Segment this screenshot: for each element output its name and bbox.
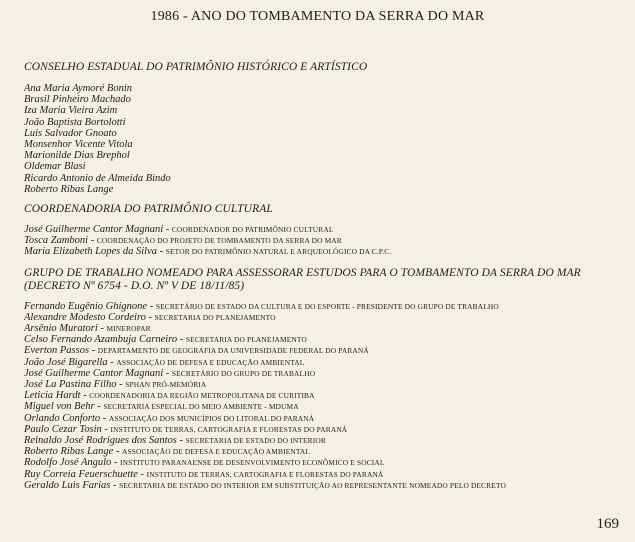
list-item — [24, 312, 629, 323]
member-name: Fernando Eugênio Ghignone — [24, 300, 148, 312]
member-name: José La Pastina Filho — [24, 379, 117, 391]
list-item — [24, 334, 629, 345]
member-role: SPHAN PRÓ-MEMÓRIA — [125, 380, 207, 390]
member-name: Maria Elizabeth Lopes da Silva — [24, 246, 157, 258]
member-name: Ricardo Antonio de Almeida Bindo — [24, 172, 171, 184]
member-role: SECRETARIA DE ESTADO DO INTERIOR — [185, 436, 326, 446]
list-item — [24, 413, 629, 424]
member-role: COORDENADORIA DA REGIÃO METROPOLITANA DE CURITIBA — [89, 391, 315, 401]
member-name: Paulo Cezar Tosin — [24, 423, 102, 435]
list-item — [24, 224, 629, 235]
member-name: Ana Maria Aymoré Bonin — [24, 83, 133, 94]
page-title: 1986 - ANO DO TOMBAMENTO DA SERRA DO MAR — [150, 9, 485, 24]
member-role: MINEROPAR — [106, 324, 151, 334]
member-name: Alexandre Modesto Cordeiro — [24, 311, 146, 323]
member-name: José Guilherme Cantor Magnani — [24, 224, 164, 236]
list-item — [24, 301, 629, 312]
conselho-members — [24, 83, 629, 195]
member-role: INSTITUTO PARANAENSE DE DESENVOLVIMENTO ECONÔMICO E SOCIAL — [120, 458, 385, 468]
page-number: 169 — [596, 516, 619, 532]
member-name: Ruy Correia Feuerschuette — [24, 468, 138, 480]
member-name: Marionilde Dias Brephol — [24, 150, 130, 162]
member-name: Roberto Ribas Lange — [24, 183, 114, 195]
member-role: SETOR DO PATRIMÔNIO NATURAL E ARQUEOLÓGICO DA C.P.C. — [165, 247, 392, 257]
separator: - — [163, 367, 172, 379]
member-name: José Guilherme Cantor Magnani — [24, 367, 164, 379]
member-role: SECRETÁRIO DE ESTADO DA CULTURA E DO ESPORTE - PRESIDENTE DO GRUPO DE TRABALHO — [155, 301, 499, 311]
member-name: João José Bigarella — [24, 356, 108, 368]
member-name: Tosca Zamboni — [24, 235, 89, 247]
separator: - — [100, 412, 109, 424]
separator: - — [145, 311, 155, 323]
coordenadoria-heading: COORDENADORIA DO PATRIMÔNIO CULTURAL — [24, 203, 273, 216]
member-role: ASSOCIAÇÃO DE DEFESA E EDUCAÇÃO AMBIENTAL — [116, 357, 305, 367]
member-name: Iza Maria Vieira Azim — [24, 105, 118, 117]
separator: - — [110, 479, 120, 491]
list-item — [24, 345, 629, 356]
member-role: INSTITUTO DE TERRAS, CARTOGRAFIA E FLORESTAS DO PARANÁ — [146, 469, 384, 479]
member-name: Roberto Ribas Lange — [24, 446, 114, 458]
list-item — [24, 480, 629, 491]
list-item — [24, 379, 629, 390]
separator: - — [177, 334, 186, 346]
separator: - — [113, 446, 122, 458]
list-item — [24, 469, 629, 480]
list-item — [24, 424, 629, 435]
member-name: Monsenhor Vicente Vitola — [24, 139, 133, 151]
member-role: DEPARTAMENTO DE GEOGRAFIA DA UNIVERSIDADE FEDERAL DO PARANÁ — [97, 346, 369, 356]
list-item — [24, 435, 629, 446]
separator: - — [101, 423, 111, 435]
separator: - — [157, 246, 166, 258]
member-role: SECRETARIA DO PLANEJAMENTO — [185, 335, 307, 345]
list-item — [24, 246, 629, 257]
member-name: Everton Passos — [24, 345, 90, 357]
member-name: Miguel von Behr — [24, 401, 95, 413]
member-name: Luis Salvador Gnoato — [24, 127, 117, 139]
list-item — [24, 401, 629, 412]
list-item — [24, 235, 629, 246]
list-item — [24, 390, 629, 401]
member-name: Brasil Pinheiro Machado — [24, 94, 131, 106]
list-item — [24, 368, 629, 379]
member-role: ASSOCIAÇÃO DE DEFESA E EDUCAÇÃO AMBIENTAL — [122, 447, 311, 457]
grupo-members — [24, 301, 629, 491]
separator: - — [147, 300, 156, 312]
member-name: Rodolfo José Angulo — [24, 457, 112, 469]
member-role: SECRETÁRIO DO GRUPO DE TRABALHO — [171, 368, 316, 378]
separator: - — [107, 356, 117, 368]
list-item — [24, 446, 629, 457]
list-item — [24, 457, 629, 468]
member-name: Oldemar Blasi — [24, 161, 86, 173]
member-name: Leticia Hardt — [24, 390, 81, 402]
member-name: João Baptista Bortolotti — [24, 116, 126, 128]
content-body — [24, 61, 629, 491]
separator: - — [94, 401, 104, 413]
member-role: SECRETARIA DO PLANEJAMENTO — [154, 312, 276, 322]
separator: - — [116, 379, 126, 391]
member-role: SECRETARIA ESPECIAL DO MEIO AMBIENTE - MDUMA — [103, 402, 299, 412]
separator: - — [163, 224, 172, 236]
separator: - — [89, 345, 98, 357]
member-name: Geraldo Luis Farias — [24, 479, 111, 491]
member-role: ASSOCIAÇÃO DOS MUNICÍPIOS DO LITORAL DO PARANÁ — [108, 413, 315, 423]
list-item — [24, 323, 629, 334]
separator: - — [137, 468, 147, 480]
separator: - — [97, 323, 107, 335]
coordenadoria-members — [24, 224, 629, 258]
member-role: COORDENADOR DO PATRIMÔNIO CULTURAL — [171, 225, 334, 235]
member-role: INSTITUTO DE TERRAS, CARTOGRAFIA E FLORESTAS DO PARANÁ — [110, 424, 348, 434]
member-name: Celso Fernando Azambuja Carneiro — [24, 334, 178, 346]
member-role: COORDENAÇÃO DO PROJETO DE TOMBAMENTO DA SERRA DO MAR — [96, 236, 342, 246]
member-role: SECRETARIA DE ESTADO DO INTERIOR EM SUBSTITUIÇÃO AO REPRESENTANTE NOMEADO PELO DECRETO — [119, 480, 506, 490]
separator: - — [80, 390, 90, 402]
grupo-heading-line2: (DECRETO Nº 6754 - D.O. Nº V DE 18/11/85) — [24, 279, 245, 292]
member-name: Orlando Conforto — [24, 412, 101, 424]
grupo-heading-line1: GRUPO DE TRABALHO NOMEADO PARA ASSESSORAR ESTUDOS PARA O TOMBAMENTO DA SERRA DO MAR — [24, 266, 581, 279]
list-item — [24, 357, 629, 368]
member-name: Arsênio Muratori — [24, 323, 98, 335]
separator: - — [88, 235, 97, 247]
member-name: Reinaldo José Rodrigues dos Santos — [24, 435, 177, 447]
separator: - — [176, 435, 186, 447]
conselho-heading: CONSELHO ESTADUAL DO PATRIMÔNIO HISTÓRICO E ARTÍSTICO — [24, 61, 368, 73]
separator: - — [111, 457, 121, 469]
